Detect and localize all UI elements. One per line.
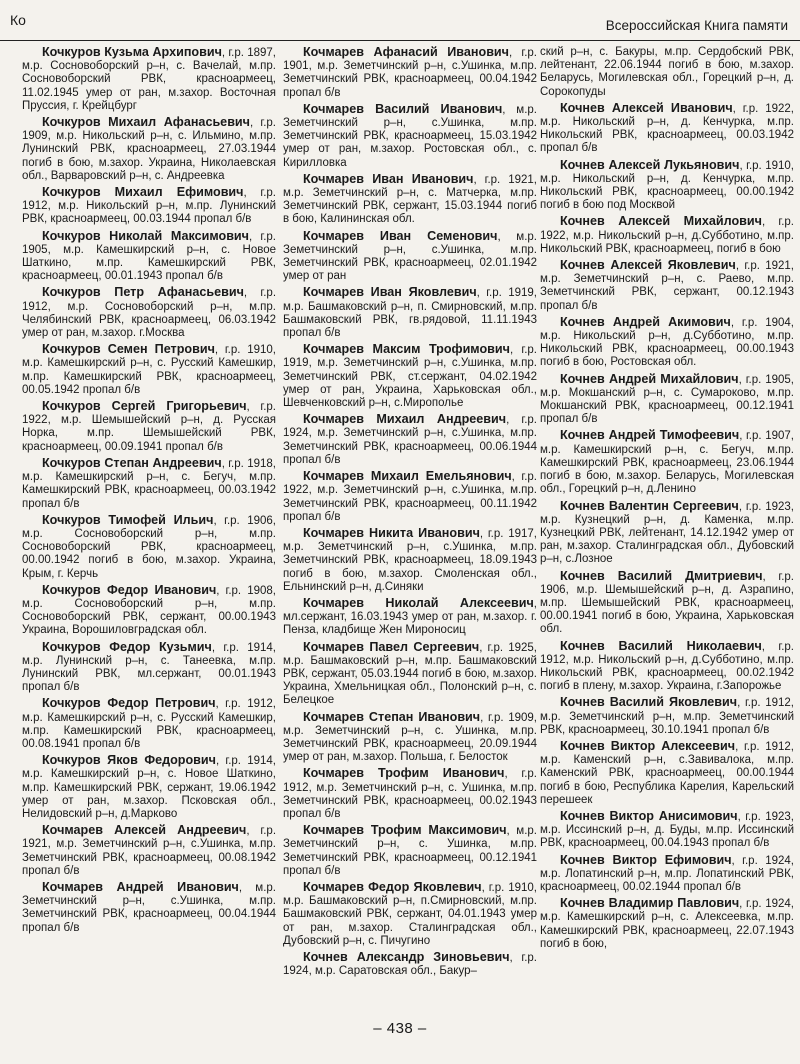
column-2 <box>283 46 537 981</box>
memorial-entry <box>283 527 537 594</box>
person-name: Кочкуров Федор Иванович <box>42 582 217 597</box>
entry-details: , г.р. 1912, м.р. Земетчинский р–н, м.пр. Земетчинский РВК, красноармеец, 30.10.1941 пропал б/в <box>540 697 794 736</box>
memorial-entry <box>283 343 537 410</box>
memorial-entry <box>540 740 794 807</box>
entry-details: , г.р. 1910, м.р. Камешкирский р–н, с. Русский Камешкир, м.пр. Камешкирский РВК, красноармеец, 00.05.1942 пропал б/в <box>22 344 276 396</box>
person-name: Кочмарев Павел Сергеевич <box>303 639 480 654</box>
entry-details: , г.р. 1905, м.р. Мокшанский р–н, с. Сумароково, м.пр. Мокшанский РВК, красноармеец, 00.12.1941 пропал б/в <box>540 373 794 426</box>
memorial-entry <box>540 373 794 427</box>
memorial-entry <box>22 697 276 751</box>
memorial-entry <box>283 230 537 284</box>
column-1 <box>22 46 276 938</box>
entry-details: ский р–н, с. Бакуры, м.пр. Сердобский РВК, лейтенант, 22.06.1944 погиб в бою, м.захор. Беларусь, Могилевская обл., Горецкий р–н, д. Сорокопуды <box>540 46 794 98</box>
memorial-entry <box>540 316 794 370</box>
memorial-entry <box>540 46 794 99</box>
entry-details: , г.р. 1922, м.р. Никольский р–н, д. Кенчурка, м.пр. Никольский РВК, красноармеец, 00.03.1942 пропал б/в <box>540 102 794 155</box>
memorial-entry <box>540 215 794 256</box>
person-name: Кочнев Андрей Михайлович <box>560 371 739 386</box>
memorial-entry <box>283 470 537 524</box>
entry-details: , г.р. 1906, м.р. Шемышейский р–н, д. Азрапино, м.пр. Шемышейский РВК, красноармеец, 00.00.1941 погиб в бою, Украина, Харьковская обл. <box>540 570 794 636</box>
entry-details: , г.р. 1910, м.р. Башмаковский р–н, п.Смирновский, м.пр. Башмаковский РВК, сержант, 04.01.1943 умер от ран, м.захор. Сталинградская обл., Дубовский р–н, с. Пичугино <box>283 881 537 947</box>
memorial-entry <box>283 103 537 170</box>
entry-details: , г.р. 1909, м.р. Земетчинский р–н, с. Ушинка, м.пр. Земетчинский РВК, красноармеец, 20.09.1944 умер от ран, м.захор. Польша, г. Белосток <box>283 711 537 764</box>
person-name: Кочкуров Михаил Ефимович <box>42 185 244 200</box>
memorial-entry <box>283 286 537 340</box>
person-name: Кочмарев Иван Яковлевич <box>303 285 477 300</box>
memorial-entry <box>22 116 276 183</box>
section-letters: Ко <box>10 12 26 28</box>
memorial-entry <box>540 159 794 213</box>
entry-details: , г.р. 1921, м.р. Земетчинский р–н, с. Матчерка, м.пр. Земетчинский РВК, сержант, 15.03.1944 погиб в бою, Калининская обл. <box>283 173 537 226</box>
entry-details: , г.р. 1923, м.р. Кузнецкий р–н, д. Каменка, м.пр. Кузнецкий РВК, лейтенант, 14.12.1942 умер от ран, м.захор. Сталинградская обл., Дубовский р–н, с.Лозное <box>540 500 794 566</box>
person-name: Кочкуров Михаил Афанасьевич <box>42 115 250 130</box>
person-name: Кочкуров Федор Кузьмич <box>42 639 212 654</box>
person-name: Кочмарев Михаил Емельянович <box>303 469 512 484</box>
person-name: Кочмарев Трофим Иванович <box>303 766 505 781</box>
memorial-entry <box>22 286 276 340</box>
person-name: Кочнев Василий Яковлевич <box>560 695 738 710</box>
person-name: Кочмарев Иван Иванович <box>303 171 474 186</box>
person-name: Кочкуров Тимофей Ильич <box>42 512 214 527</box>
column-3 <box>540 46 794 954</box>
person-name: Кочнев Андрей Акимович <box>560 314 731 329</box>
entry-details: , м.р. Земетчинский р–н, с. Ушинка, м.пр. Земетчинский РВК, красноармеец, 00.12.1941 пропал б/в <box>283 825 537 877</box>
memorial-entry <box>22 230 276 284</box>
memorial-entry <box>22 46 276 113</box>
memorial-entry <box>22 400 276 454</box>
memorial-entry <box>22 343 276 397</box>
memorial-entry <box>540 259 794 313</box>
memorial-entry <box>283 711 537 765</box>
entry-details: , г.р. 1921, м.р. Земетчинский р–н, с. Раево, м.пр. Земетчинский РВК, сержант, 00.12.1943 пропал б/в <box>540 260 794 312</box>
memorial-entry <box>22 514 276 581</box>
memorial-entry <box>22 584 276 638</box>
entry-details: , г.р. 1924, м.р. Саратовская обл., Бакур– <box>283 952 538 978</box>
entry-details: , г.р. 1917, м.р. Земетчинский р–н, с.Ушинка, м.пр. Земетчинский РВК, красноармеец, 18.09.1943 погиб в бою, м.захор. Смоленская обл., Ельнинский р–н, д.Синяки <box>283 527 537 593</box>
memorial-entry <box>22 457 276 511</box>
entry-details: , г.р. 1912, м.р. Никольский р–н, д.Субботино, м.пр. Никольский РВК, красноармеец, 00.02.1942 погиб в плену, м.захор. Украина, г.Запорожье <box>540 640 795 693</box>
person-name: Кочнев Василий Дмитриевич <box>560 568 763 583</box>
memorial-entry <box>540 854 794 895</box>
person-name: Кочнев Владимир Павлович <box>560 896 740 911</box>
entry-details: , г.р. 1914, м.р. Лунинский р–н, с. Танеевка, м.пр. Лунинский РВК, мл.сержант, 00.01.1943 пропал б/в <box>22 641 276 694</box>
entry-details: , г.р. 1912, м.р. Никольский р–н, м.пр. Лунинский РВК, красноармеец, 00.03.1944 пропал б/в <box>22 187 276 226</box>
entry-details: , г.р. 1908, м.р. Сосновоборский р–н, м.пр. Сосновоборский РВК, сержант, 00.00.1943 Украина, Ворошиловградская обл. <box>22 584 276 637</box>
entry-details: , г.р. 1910, м.р. Никольский р–н, д. Кенчурка, м.пр. Никольский РВК, красноармеец, 00.00.1942 погиб в бою под Москвой <box>540 159 794 212</box>
entry-details: , г.р. 1912, м.р. Земетчинский р–н, с. Ушинка, м.пр. Земетчинский РВК, красноармеец, 00.02.1943 пропал б/в <box>283 768 538 820</box>
person-name: Кочнев Виктор Алексеевич <box>560 738 736 753</box>
person-name: Кочнев Алексей Иванович <box>560 100 733 115</box>
person-name: Кочмарев Василий Иванович <box>303 101 503 116</box>
entry-details: , г.р. 1905, м.р. Камешкирский р–н, с. Новое Шаткино, м.пр. Камешкирский РВК, красноармеец, 00.01.1943 пропал б/в <box>22 230 277 283</box>
entry-details: , г.р. 1909, м.р. Никольский р–н, с. Ильмино, м.пр. Лунинский РВК, красноармеец, 27.03.1944 погиб в бою, м.захор. Украина, Николаевская обл., Варваровский р–н, с. Андреевка <box>22 117 276 182</box>
entry-details: , г.р. 1922, м.р. Шемышейский р–н, д. Русская Норка, м.пр. Шемышейский РВК, красноармеец, 00.09.1941 пропал б/в <box>22 401 276 453</box>
memorial-entry <box>283 951 537 978</box>
person-name: Кочмарев Максим Трофимович <box>303 342 510 357</box>
person-name: Кочкуров Степан Андреевич <box>42 455 222 470</box>
person-name: Кочмарев Федор Яковлевич <box>303 879 482 894</box>
entry-details: , г.р. 1912, м.р. Камешкирский р–н, с. Русский Камешкир, м.пр. Камешкирский РВК, красноармеец, 00.08.1941 пропал б/в <box>22 698 276 750</box>
memorial-entry <box>283 641 537 708</box>
person-name: Кочмарев Алексей Андреевич <box>42 823 247 838</box>
person-name: Кочнев Валентин Сергеевич <box>560 498 739 513</box>
entry-details: , г.р. 1918, м.р. Камешкирский р–н, с. Бегуч, м.пр. Камешкирский РВК, красноармеец, 00.03.1942 пропал б/в <box>22 457 276 510</box>
memorial-entry <box>22 186 276 227</box>
entry-details: , г.р. 1907, м.р. Камешкирский р–н, с. Бегуч, м.пр. Камешкирский РВК, красноармеец, 23.06.1944 погиб в бою, м.захор. Беларусь, Могилевская обл., Горецкий р–н, д.Ленино <box>540 430 794 496</box>
person-name: Кочнев Василий Николаевич <box>560 638 762 653</box>
memorial-entry <box>540 102 794 156</box>
person-name: Кочнев Виктор Ефимович <box>560 852 732 867</box>
entry-details: , г.р. 1924, м.р. Земетчинский р–н, с.Ушинка, м.пр. Земетчинский РВК, красноармеец, 00.06.1944 пропал б/в <box>283 414 537 466</box>
memorial-entry <box>540 429 794 496</box>
entry-details: , г.р. 1912, м.р. Сосновоборский р–н, м.пр. Челябинский РВК, красноармеец, 06.03.1942 умер от ран, м.захор. г.Москва <box>22 287 277 340</box>
memorial-entry <box>283 413 537 467</box>
memorial-entry <box>283 597 537 638</box>
entry-details: , г.р. 1922, м.р. Никольский р–н, д.Субботино, м.пр. Никольский РВК, красноармеец, погиб в бою <box>540 216 794 255</box>
person-name: Кочкуров Сергей Григорьевич <box>42 399 247 414</box>
entry-details: , г.р. 1922, м.р. Земетчинский р–н, с.Ушинка, м.пр. Земетчинский РВК, красноармеец, 00.11.1942 пропал б/в <box>283 471 537 523</box>
person-name: Кочнев Алексей Лукьянович <box>560 157 740 172</box>
page-number: – 438 – <box>373 1020 427 1037</box>
person-name: Кочкуров Яков Федорович <box>42 753 216 768</box>
memorial-entry <box>22 824 276 878</box>
memorial-entry <box>283 173 537 227</box>
person-name: Кочкуров Семен Петрович <box>42 342 215 357</box>
entry-details: , г.р. 1924, м.р. Лопатинский р–н, м.пр. Лопатинский РВК, красноармеец, 00.02.1944 пропал б/в <box>540 854 794 893</box>
memorial-entry <box>283 824 537 878</box>
person-name: Кочкуров Кузьма Архипович <box>42 45 222 59</box>
memorial-entry <box>283 767 537 821</box>
memorial-entry <box>540 696 794 737</box>
person-name: Кочкуров Федор Петрович <box>42 696 216 711</box>
memorial-entry <box>283 46 537 100</box>
book-title: Всероссийская Книга памяти <box>605 18 788 33</box>
person-name: Кочмарев Никита Иванович <box>303 525 480 540</box>
memorial-entry <box>22 754 276 821</box>
memorial-entry <box>283 881 537 948</box>
page-header <box>0 0 800 40</box>
entry-details: , г.р. 1914, м.р. Камешкирский р–н, с. Новое Шаткино, м.пр. Камешкирский РВК, сержант, 19.06.1942 умер от ран, м.захор. Псковская обл., Нелидовский р–н, д.Марково <box>22 755 276 820</box>
entry-details: , г.р. 1924, м.р. Камешкирский р–н, с. Алексеевка, м.пр. Камешкирский РВК, красноармеец, 22.07.1943 погиб в бою, <box>540 898 794 950</box>
person-name: Кочмарев Николай Алексеевич <box>303 595 534 610</box>
entry-details: , г.р. 1904, м.р. Никольский р–н, д.Субботино, м.пр. Никольский РВК, красноармеец, 00.00.1943 погиб в бою, Ростовская обл. <box>540 316 794 369</box>
person-name: Кочнев Александр Зиновьевич <box>303 950 510 964</box>
entry-details: , г.р. 1925, м.р. Башмаковский р–н, м.пр. Башмаковский РВК, сержант, 05.03.1944 погиб в бою, м.захор. Украина, Хмельницкая обл., Полонский р–н, с. Белецкое <box>283 641 537 707</box>
entry-details: , г.р. 1906, м.р. Сосновоборский р–н, м.пр. Сосновоборский РВК, красноармеец, 00.00.1942 погиб в бою, м.захор. Украина, Крым, г. Керчь <box>22 514 276 580</box>
person-name: Кочмарев Степан Иванович <box>303 709 481 724</box>
header-rule <box>0 40 800 41</box>
person-name: Кочкуров Петр Афанасьевич <box>42 285 244 300</box>
entry-details: , г.р. 1897, м.р. Сосновоборский р–н, с. Вачелай, м.пр. Сосновоборский РВК, красноармеец, 11.02.1945 умер от ран, м.захор. Восточная Пруссия, г. Крейцбург <box>22 47 276 112</box>
person-name: Кочмарев Трофим Максимович <box>303 823 507 838</box>
entry-details: , г.р. 1919, м.р. Башмаковский р–н, п. Смирновский, м.пр. Башмаковский РВК, гв.рядовой, 11.11.1943 пропал б/в <box>283 287 537 340</box>
entry-details: , г.р. 1919, м.р. Земетчинский р–н, с.Ушинка, м.пр. Земетчинский РВК, ст.сержант, 04.02.1942 умер от ран, Украина, Харьковская обл., Шевченковский р–н, с.Мирополье <box>283 344 537 410</box>
memorial-entry <box>22 881 276 935</box>
entry-details: , г.р. 1923, м.р. Иссинский р–н, д. Буды, м.пр. Иссинский РВК, красноармеец, 00.04.1943 пропал б/в <box>540 810 794 850</box>
person-name: Кочмарев Михаил Андреевич <box>303 412 507 427</box>
entry-details: , мл.сержант, 16.03.1943 умер от ран, м.захор. г. Пенза, кладбище Жен Мироносиц <box>283 597 537 637</box>
memorial-entry <box>540 500 794 567</box>
person-name: Кочнев Алексей Яковлевич <box>560 258 736 273</box>
person-name: Кочмарев Афанасий Иванович <box>303 45 509 59</box>
person-name: Кочмарев Иван Семенович <box>303 228 498 243</box>
memorial-entry <box>540 640 794 694</box>
entry-details: , г.р. 1912, м.р. Каменский р–н, с.Завивалока, м.пр. Каменский РВК, красноармеец, 00.00.1944 погиб в бою, Республика Карелия, Карельский перешеек <box>540 740 794 806</box>
entry-details: , г.р. 1921, м.р. Земетчинский р–н, с.Ушинка, м.пр. Земетчинский РВК, красноармеец, 00.08.1942 пропал б/в <box>22 825 277 877</box>
entry-details: , м.р. Земетчинский р–н, с.Ушинка, м.пр. Земетчинский РВК, красноармеец, 15.03.1942 умер от ран, м.захор. Ростовская обл., с. Кирилловка <box>283 103 537 169</box>
person-name: Кочкуров Николай Максимович <box>42 228 249 243</box>
memorial-entry <box>540 570 794 637</box>
entry-details: , м.р. Земетчинский р–н, с.Ушинка, м.пр. Земетчинский РВК, красноармеец, 00.04.1944 пропал б/в <box>22 881 276 934</box>
entry-details: , м.р. Земетчинский р–н, с.Ушинка, м.пр. Земетчинский РВК, красноармеец, 02.01.1942 умер от ран <box>283 230 537 283</box>
memorial-entry <box>540 897 794 951</box>
person-name: Кочмарев Андрей Иванович <box>42 879 239 894</box>
person-name: Кочнев Алексей Михайлович <box>560 214 762 229</box>
person-name: Кочнев Виктор Анисимович <box>560 808 738 823</box>
memorial-entry <box>540 810 794 851</box>
entry-details: , г.р. 1901, м.р. Земетчинский р–н, с.Ушинка, м.пр. Земетчинский РВК, красноармеец, 00.04.1942 пропал б/в <box>283 47 537 99</box>
person-name: Кочнев Андрей Тимофеевич <box>560 428 740 443</box>
memorial-entry <box>22 641 276 695</box>
